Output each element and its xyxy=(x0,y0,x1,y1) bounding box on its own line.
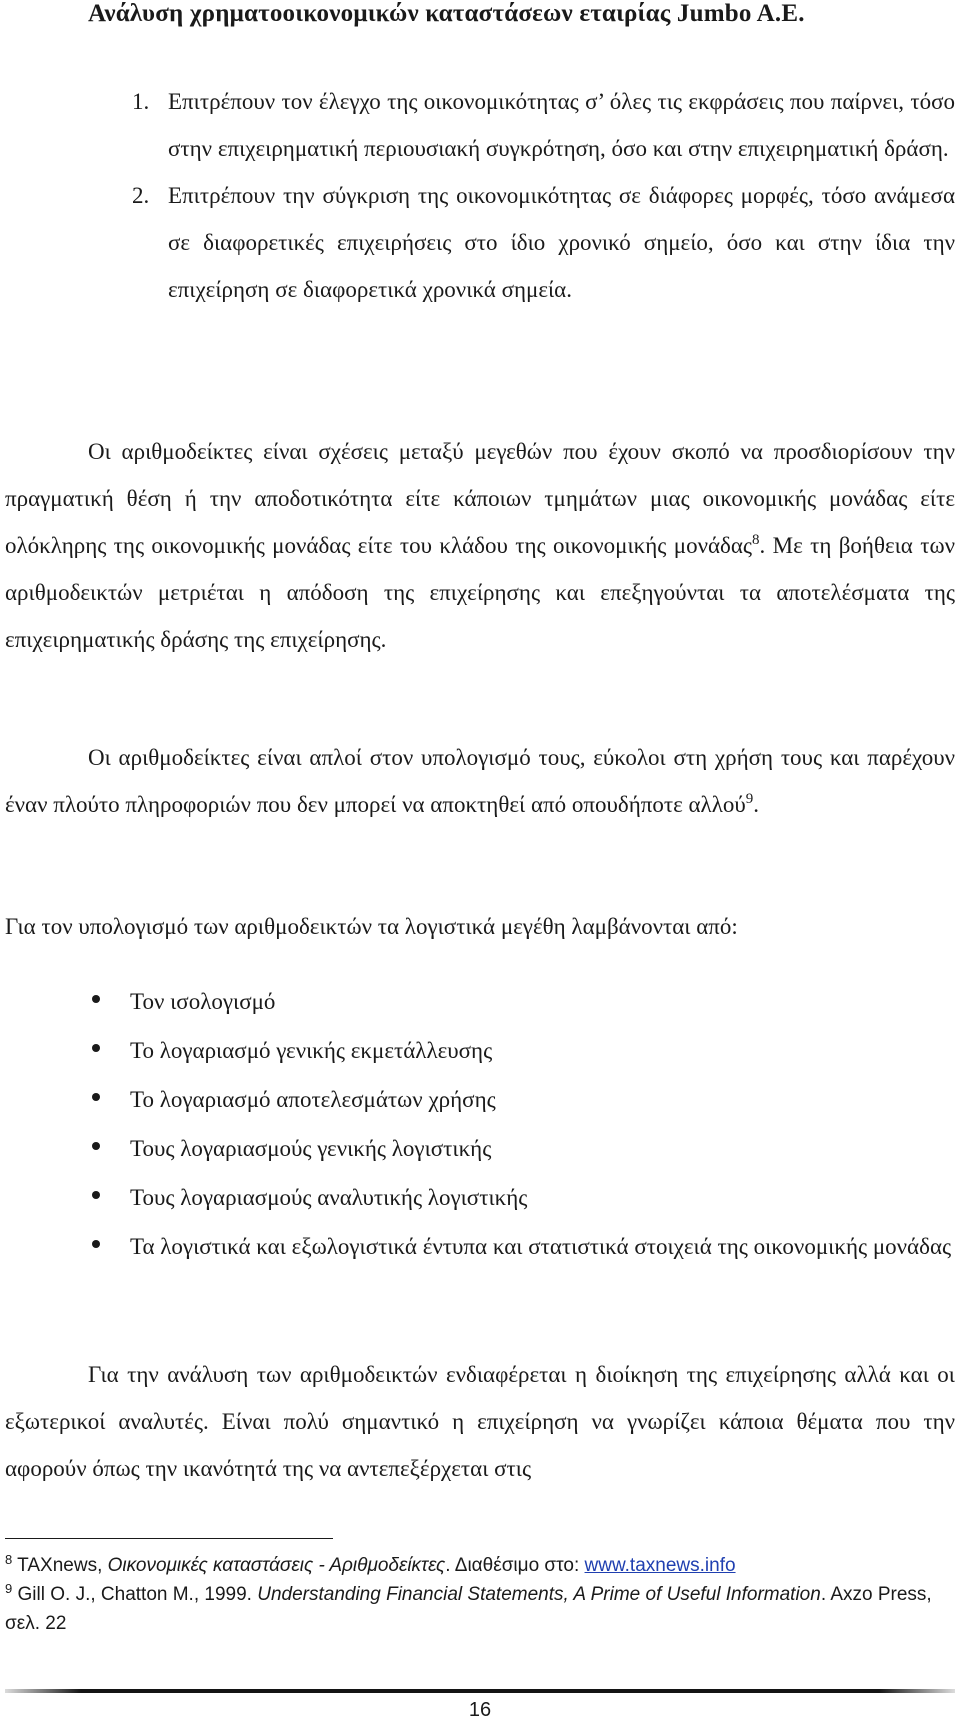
footnote-separator xyxy=(5,1538,333,1539)
bullet-text: Τους λογαριασμούς γενικής λογιστικής xyxy=(130,1136,492,1161)
bullet-item xyxy=(0,1174,960,1221)
paragraph-ratios-usage xyxy=(5,734,955,828)
paragraph-sources-intro: Για τον υπολογισμό των αριθμοδεικτών τα λογιστικά μεγέθη λαμβάνονται από: xyxy=(5,914,738,939)
footnote-number: 9 xyxy=(5,1581,13,1596)
footer-divider xyxy=(5,1689,955,1693)
list-item-number: 1. xyxy=(132,89,150,114)
bullet-text: Τα λογιστικά και εξωλογιστικά έντυπα και στατιστικά στοιχειά της οικονομικής μονάδας xyxy=(130,1234,952,1259)
bullet-text: Το λογαριασμό αποτελεσμάτων χρήσης xyxy=(130,1087,496,1112)
list-item-number: 2. xyxy=(132,183,150,208)
paragraph-analysis-stakeholders: Για την ανάλυση των αριθμοδεικτών ενδιαφέρεται η διοίκηση της επιχείρησης αλλά και οι εξωτερικοί αναλυτές. Είναι πολύ σημαντικό η επιχείρηση να γνωρίζει κάποια θέματα που την αφορούν όπως την ικανότητά της να αντεπεξέρχεται στις xyxy=(5,1362,955,1481)
bullet-icon xyxy=(92,995,100,1003)
paragraph-text: . Με τη βοήθεια των αριθμοδεικτών μετριέται η απόδοση της επιχείρησης και επεξηγούνται τα αποτελέσματα της επιχειρηματικής δράσης της επιχείρησης. xyxy=(5,533,955,652)
bullet-text: Το λογαριασμό γενικής εκμετάλλευσης xyxy=(130,1038,493,1063)
footnote-9 xyxy=(5,1580,945,1638)
bullet-text: Τον ισολογισμό xyxy=(130,989,276,1014)
page-header-title: Ανάλυση χρηματοοικονομικών καταστάσεων εταιρίας Jumbo A.E. xyxy=(88,0,805,27)
footnote-link[interactable]: www.taxnews.info xyxy=(584,1555,736,1576)
paragraph-ratios-definition xyxy=(5,428,955,663)
footnotes xyxy=(5,1551,945,1638)
list-item-text: Επιτρέπουν την σύγκριση της οικονομικότητας σε διάφορες μορφές, τόσο ανάμεσα σε διαφορετικές επιχειρήσεις στο ίδιο χρονικό σημείο, όσο και στην ίδια την επιχείρηση σε διαφορετικά χρονικά σημεία. xyxy=(168,183,955,302)
footnote-title: Οικονομικές καταστάσεις - Αριθμοδείκτες xyxy=(107,1555,446,1576)
footnote-text: Gill O. J., Chatton M., 1999. xyxy=(12,1584,258,1605)
footnote-8 xyxy=(5,1551,945,1580)
bullet-icon xyxy=(92,1191,100,1199)
footnote-ref-8[interactable]: 8 xyxy=(752,532,760,548)
paragraph-text: Οι αριθμοδείκτες είναι σχέσεις μεταξύ μεγεθών που έχουν σκοπό να προσδιορίσουν την πραγματική θέση ή την αποδοτικότητα είτε κάποιων τμημάτων μιας οικονομικής μονάδας είτε ολόκληρης της οικονομικής μονάδας είτε του κλάδου της οικονομικής μονάδας xyxy=(5,439,955,558)
bullet-item xyxy=(0,1076,960,1123)
bullet-icon xyxy=(92,1142,100,1150)
numbered-list xyxy=(0,78,960,313)
bullet-item xyxy=(0,1027,960,1074)
footnote-title: Understanding Financial Statements, A Prime of Useful Information xyxy=(257,1584,821,1605)
page-number: 16 xyxy=(468,1699,492,1721)
footnote-number: 8 xyxy=(5,1552,13,1567)
paragraph-text: . xyxy=(753,792,759,817)
bullet-icon xyxy=(92,1240,100,1248)
footnote-text: TAXnews, xyxy=(12,1555,108,1576)
bullet-list xyxy=(0,978,960,1272)
footnote-text: . Axzo Press, σελ. 22 xyxy=(5,1584,932,1634)
list-item xyxy=(0,172,960,313)
bullet-text: Τους λογαριασμούς αναλυτικής λογιστικής xyxy=(130,1185,528,1210)
bullet-icon xyxy=(92,1093,100,1101)
bullet-item xyxy=(0,1223,960,1270)
list-item xyxy=(0,78,960,172)
list-item-text: Επιτρέπουν τον έλεγχο της οικονομικότητας σ’ όλες τις εκφράσεις που παίρνει, τόσο στην επιχειρηματική περιουσιακή συγκρότηση, όσο και στην επιχειρηματική δράση. xyxy=(168,89,955,161)
footnote-ref-9[interactable]: 9 xyxy=(745,791,754,807)
bullet-item xyxy=(0,978,960,1025)
bullet-icon xyxy=(92,1044,100,1052)
footnote-text: . Διαθέσιμο στο: xyxy=(445,1555,585,1576)
paragraph-text: Οι αριθμοδείκτες είναι απλοί στον υπολογισμό τους, εύκολοι στη χρήση τους και παρέχουν έναν πλούτο πληροφοριών που δεν μπορεί να αποκτηθεί από οπουδήποτε αλλού xyxy=(5,745,955,817)
bullet-item xyxy=(0,1125,960,1172)
